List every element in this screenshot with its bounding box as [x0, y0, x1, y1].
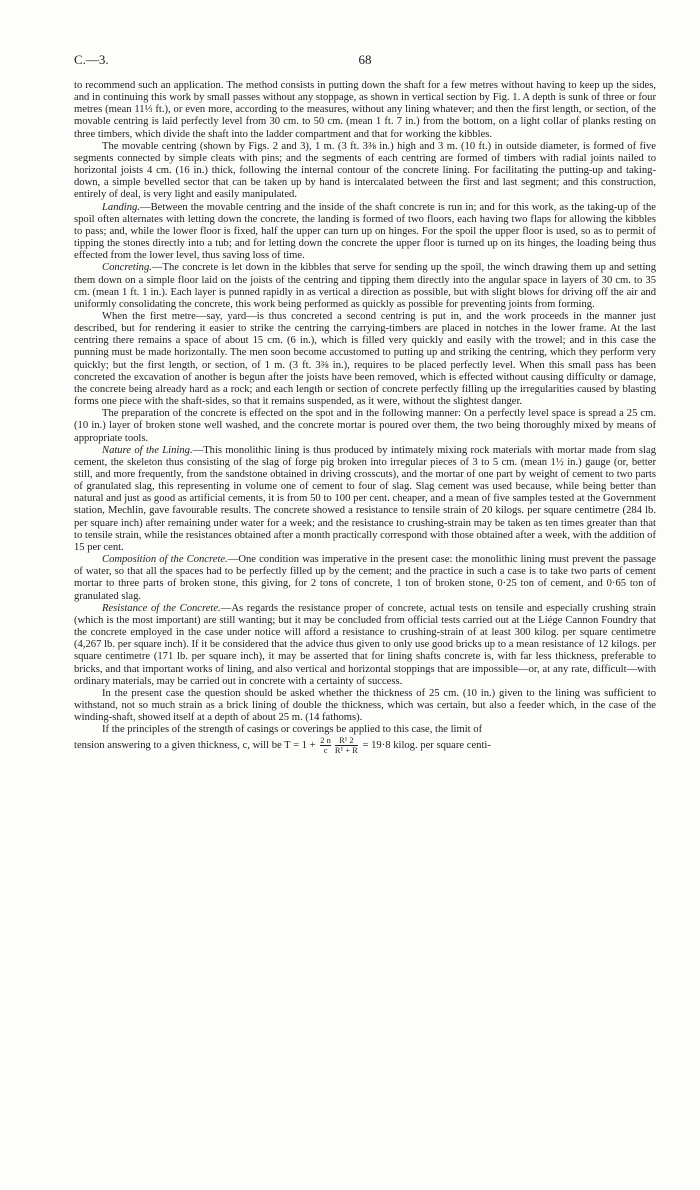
paragraph [74, 724, 656, 736]
fraction-one [320, 736, 331, 755]
paragraph [74, 202, 656, 263]
paragraph-text: —As regards the resistance proper of concrete, actual tests on tensile and especially crushing strain (which is the most important) are still wanting; but it may be concluded from official tests carried out at the Liége Cannon Foundry that the concrete employed in the case under notice will afford a resistance to crushing-strain of at least 300 kilog. per square centimetre (4,267 lb. per square inch). If it be considered that the advice thus given to only use good bricks up to a mean resistance of 12 kilogs. per square centimetre (171 lb. per square inch), it may be asserted that for lining shafts concrete is, with far less thickness, preferable to bricks, and that important works of lining, and also vertical and horizontal stoppings that are impossible—or, at any rate, difficult—with ordinary materials, may be carried out in concrete with a certainty of success. [74, 602, 656, 687]
fraction-one-numerator: 2 n [320, 735, 331, 746]
document-reference: C.—3. [74, 52, 109, 67]
paragraph-text: The preparation of the concrete is effected on the spot and in the following manner: On a perfectly level space is spread a 25 cm. (10 in.) layer of broken stone well washed, and the concrete mortar is poured over them, the two being thoroughly mixed by means of appropriate tools. [74, 408, 656, 444]
section-heading: Resistance of the Concrete. [102, 602, 221, 614]
formula-tail: = 19·8 kilog. per square centi- [359, 740, 491, 752]
paragraph-text: The movable centring (shown by Figs. 2 and 3), 1 m. (3 ft. 3⅜ in.) high and 3 m. (10 ft.) in outside diameter, is formed of five segments connected by simple cleats with pins; and the segments of each centring are formed of timbers with radial joints nailed to horizontal joists 4 cm. (16 in.) thick, following the internal contour of the concrete lining. For facilitating the putting-up and taking-down, a simple bevelled sector that can be taken up by hand is intercalated between the first and last segment; and this construction, entirely of deal, is very light and easily manipulated. [74, 140, 656, 201]
paragraph [74, 554, 656, 603]
paragraph [74, 408, 656, 444]
fraction-one-denominator: c [320, 745, 331, 755]
paragraph-text: —Between the movable centring and the inside of the shaft concrete is run in; and for this work, as the taking-up of the spoil often alternates with letting down the concrete, the landing is formed of two floors, each having two flaps for allowing the kibbles to pass; and, while the lower floor is fixed, half the upper can turn up on hinges. For the spoil the upper floor is used, so as to permit of tipping the stones directly into a tub; and for letting down the concrete the upper floor is turned up on its hinges, the loading being thus effected from the lower level, thus saving loss of time. [74, 201, 656, 262]
section-heading: Nature of the Lining. [102, 444, 193, 456]
fraction-two [335, 736, 358, 755]
fraction-two-numerator: R¹ 2 [339, 735, 354, 746]
section-heading: Concreting. [102, 262, 152, 274]
page-header [74, 54, 656, 80]
paragraph-text: In the present case the question should be asked whether the thickness of 25 cm. (10 in.) given to the lining was sufficient to withstand, not so much strain as a brick lining of double the thickness, which was certain, but also a feeder which, in the case of the winding-shaft, showed itself at a depth of about 25 m. (14 fathoms). [74, 687, 656, 724]
paragraph-text: If the principles of the strength of casings or coverings be applied to this case, the limit of [102, 724, 483, 736]
paragraph [74, 445, 656, 554]
paragraph-text: to recommend such an application. The method consists in putting down the shaft for a few metres without having to keep up the sides, and in continuing this work by small passes without any stoppage, as shown in vertical section by Fig. 1. A depth is sunk of three or four metres (mean 11⅓ ft.), or even more, according to the measures, without any lining whatever; and then the first length, or section, of the movable centring is laid perfectly level from 30 cm. to 50 cm. (mean 1 ft. 7 in.) from the bottom, on a light collar of planks resting on three timbers, which divide the shaft into the ladder compartment and that for working the kibbles. [74, 80, 656, 140]
section-heading: Composition of the Concrete. [102, 554, 228, 566]
section-heading: Landing. [102, 201, 140, 213]
formula-lead: tension answering to a given thickness, c, will be T = 1 + [74, 740, 319, 752]
paragraph [74, 262, 656, 311]
paragraph [74, 80, 656, 141]
formula-line [74, 736, 656, 755]
paragraph-text: —The concrete is let down in the kibbles that serve for sending up the spoil, the winch drawing them up and setting them down on a simple floor laid on the joists of the centring and tipping them directly into the angular space in layers of 30 cm. to 35 cm. (mean 1 ft. 1 in.). Each layer is punned rapidly in as vertical a direction as possible, but with slight blows for driving off the air and uniformly consolidating the concrete, this work being performed as quickly as possible for preventing joints from forming. [74, 262, 656, 310]
fraction-two-denominator: R¹ + R [334, 745, 358, 756]
paragraph [74, 603, 656, 688]
page-number: 68 [358, 52, 372, 67]
paragraph-text: When the first metre—say, yard—is thus concreted a second centring is put in, and the work proceeds in the manner just described, but for rendering it easier to strike the centring the carrying-timbers are placed in notches in the lower frame. At the last centring there remains a space of about 15 cm. (6 in.), which is filled very quickly and easily with the trowel; and in this case the punning must be made horizontally. The men soon become accustomed to putting up and striking the centring, which they perform very quickly; but the first length, or section, of 1 m. (3 ft. 3⅜ in.), requires to be placed perfectly level. When this small pass has been concreted the excavation of another is begun after the joists have been removed, which is effected without causing difficulty or damage, the concrete being already hard as a rock; and each length or section of concrete perfectly filling up the irregularities caused by blasting forms one piece with the shaft-sides, so that it remains suspended, as it were, without the slightest danger. [74, 310, 656, 408]
paragraph-text: —One condition was imperative in the present case: the monolithic lining must prevent the passage of water, so that all the spaces had to be perfectly filled up by the cement; and the practice in such a case is to take two parts of cement mortar to three parts of broken stone, this giving, for 2 tons of concrete, 1 ton of broken stone, 0·25 ton of cement, and 0·65 ton of granulated slag. [74, 554, 656, 602]
paragraph [74, 311, 656, 408]
paragraph [74, 141, 656, 202]
paragraph [74, 688, 656, 724]
body-text [74, 80, 656, 736]
paragraph-text: —This monolithic lining is thus produced by intimately mixing rock materials with mortar made from slag cement, the skeleton thus consisting of the slag of forge pig broken into irregular pieces of 3 to 5 cm. (mean 1½ in.) gauge (or, better still, and more frequently, from the sandstone obtained in driving crosscuts), and the mortar of one part by weight of cement to two parts of granulated slag, this representing in volume one of cement to four of slag. Slag cement was used because, while being better than natural and just as good as artificial cements, it is from 50 to 100 per cent. cheaper, and a mean of five samples tested at the Government station, Mechlin, gave favourable results. The concrete showed a resistance to tensile strain of 20 kilogs. per square centimetre (284 lb. per square inch) after remaining under water for a week; and the resistance to crushing-strain may be taken as ten times greater than that to tensile strain, while the resistances obtained after a month practically correspond with those obtained after a week, with the addition of 15 per cent. [74, 444, 657, 553]
